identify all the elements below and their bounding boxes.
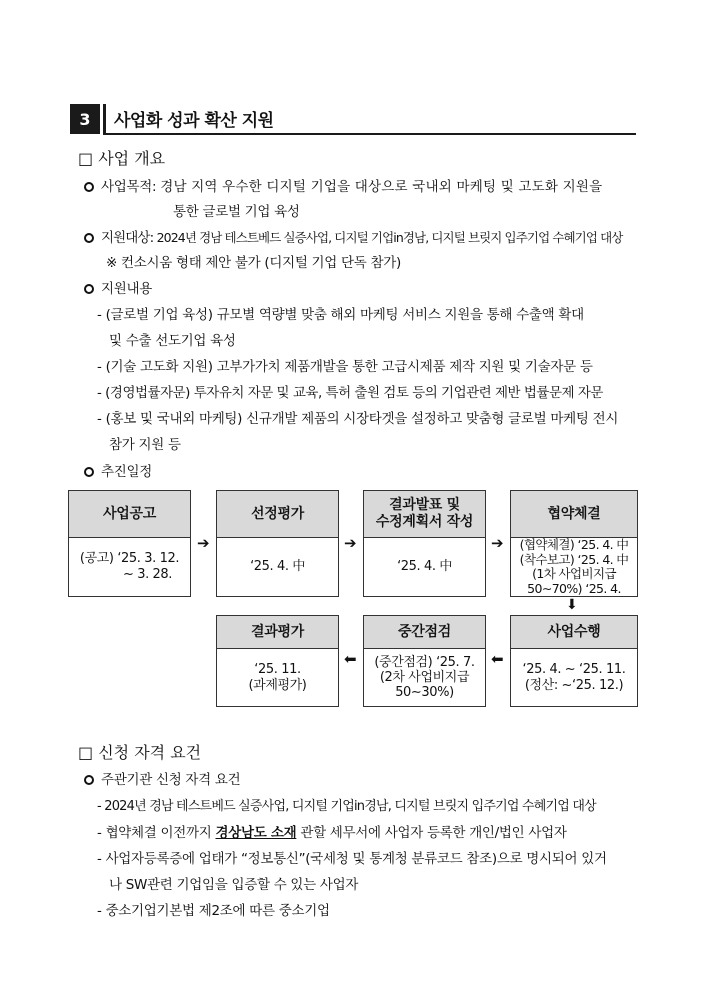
content-label: 지원내용	[101, 281, 152, 297]
flow-step-date: 50∼70%) ‘25. 4.	[527, 580, 621, 596]
flow-step-body	[511, 649, 637, 706]
content-item-4-cont: 참가 지원 등	[109, 437, 181, 453]
eligibility-item-3: - 사업자등록증에 업태가 “정보통신”(국세청 및 통계청 분류코드 참조)으로 명시되어 있거	[97, 851, 607, 867]
eligibility-item-2-pre: - 협약체결 이전까지	[97, 825, 216, 841]
flow-step-result-evaluation	[216, 615, 339, 707]
arrow-right-icon: ➔	[344, 534, 357, 552]
flow-step-body	[217, 538, 338, 596]
flow-step-result-announcement	[363, 490, 486, 597]
schedule-label: 추진일정	[101, 464, 152, 480]
hollow-circle-bullet-icon	[84, 182, 94, 192]
arrow-left-icon: ⬅	[344, 650, 357, 668]
flow-step-date: (협약체결) ‘25. 4. 中	[519, 537, 629, 552]
flow-step-title	[364, 491, 485, 538]
flow-step-title: 사업수행	[511, 616, 637, 649]
flow-step-body	[364, 538, 485, 596]
target-label: 지원대상:	[101, 230, 154, 246]
flow-step-date: (과제평가)	[248, 677, 307, 693]
content-label-line	[84, 277, 152, 297]
content-item-4: - (홍보 및 국내외 마케팅) 신규개발 제품의 시장타겟을 설정하고 맞춤형 글로벌 마케팅 전시	[97, 411, 619, 427]
content-item-3: - (경영법률자문) 투자유치 자문 및 교육, 특허 출원 검토 등의 기업관련 제반 법률문제 자문	[97, 385, 603, 401]
schedule-label-line	[84, 460, 152, 480]
section-title: 사업화 성과 확산 지원	[114, 111, 274, 131]
flow-step-announcement	[68, 490, 191, 597]
flow-step-date: ‘25. 4. 中	[397, 559, 452, 574]
arrow-down-icon: ⬇	[566, 597, 578, 613]
eligibility-item-2	[97, 821, 567, 841]
section-header-divider	[103, 104, 106, 134]
overview-heading: □ 사업 개요	[78, 149, 166, 168]
eligibility-sub-line	[84, 768, 240, 788]
flow-step-title: 협약체결	[511, 491, 637, 538]
purpose-text: 경남 지역 우수한 디지털 기업을 대상으로 국내외 마케팅 및 고도화 지원을	[160, 179, 603, 195]
arrow-right-icon: ➔	[197, 534, 210, 552]
flow-step-title-line: 수정계획서 작성	[375, 514, 474, 530]
hollow-circle-bullet-icon	[84, 233, 94, 243]
section-number: 3	[70, 104, 100, 134]
flow-step-date: (착수보고) ‘25. 4. 中	[519, 551, 629, 567]
section-title-underline	[103, 133, 636, 135]
content-item-1-cont: 및 수출 선도기업 육성	[109, 333, 236, 349]
eligibility-item-1: - 2024년 경남 테스트베드 실증사업, 디지털 기업in경남, 디지털 브릿지 입주기업 수혜기업 대상	[97, 799, 596, 814]
hollow-circle-bullet-icon	[84, 775, 94, 785]
content-item-2: - (기술 고도화 지원) 고부가가치 제품개발을 통한 고급시제품 제작 지원 및 기술자문 등	[97, 359, 593, 375]
arrow-left-icon: ⬅	[491, 650, 504, 668]
hollow-circle-bullet-icon	[84, 467, 94, 477]
flow-step-date: (공고) ‘25. 3. 12.	[79, 551, 180, 566]
flow-step-title: 결과평가	[217, 616, 338, 649]
target-text: 2024년 경남 테스트베드 실증사업, 디지털 기업in경남, 디지털 브릿지 입주기업 수혜기업 대상	[156, 230, 623, 245]
flow-step-title: 사업공고	[69, 491, 190, 538]
flow-step-body	[364, 649, 485, 706]
flow-step-title: 선정평가	[217, 491, 338, 538]
eligibility-item-3-cont: 나 SW관련 기업임을 입증할 수 있는 사업자	[109, 877, 359, 893]
flow-step-date: ‘25. 11.	[254, 661, 301, 677]
flow-step-interim-check	[363, 615, 486, 707]
flow-step-title: 중간점검	[364, 616, 485, 649]
flow-step-body	[511, 538, 637, 596]
flow-step-date: ~ 3. 28.	[122, 567, 173, 582]
flow-step-date: (2차 사업비지급	[379, 670, 470, 685]
eligibility-heading: □ 신청 자격 요건	[78, 743, 202, 762]
flow-step-date: (중간점검) ‘25. 7.	[374, 655, 475, 670]
purpose-line-1	[84, 175, 602, 195]
flow-step-title-line: 결과발표 및	[389, 497, 460, 513]
flow-step-date: ‘25. 4. 中	[250, 559, 305, 574]
purpose-line-2: 통한 글로벌 기업 육성	[173, 204, 300, 220]
purpose-label: 사업목적:	[101, 179, 157, 195]
flow-step-date: (정산: ~‘25. 12.)	[524, 677, 624, 693]
eligibility-sub-label: 주관기관 신청 자격 요건	[101, 772, 241, 788]
hollow-circle-bullet-icon	[84, 284, 94, 294]
eligibility-item-2-highlight: 경상남도 소재	[215, 825, 297, 841]
flow-step-selection-evaluation	[216, 490, 339, 597]
flow-step-agreement	[510, 490, 638, 597]
content-item-1: - (글로벌 기업 육성) 규모별 역량별 맞춤 해외 마케팅 서비스 지원을 통해 수출액 확대	[97, 307, 584, 323]
consortium-note: ※ 컨소시움 형태 제안 불가 (디지털 기업 단독 참가)	[106, 255, 401, 271]
eligibility-item-4: - 중소기업기본법 제2조에 따른 중소기업	[97, 903, 330, 919]
flow-step-body	[217, 649, 338, 706]
flow-step-date: 50∼30%)	[395, 685, 454, 700]
target-line	[84, 226, 622, 246]
flow-step-project-execution	[510, 615, 638, 707]
flow-step-body	[69, 538, 190, 596]
flow-step-date: (1차 사업비지급	[532, 566, 616, 581]
flow-step-date: ‘25. 4. ~ ‘25. 11.	[522, 661, 626, 677]
eligibility-item-2-post: 관할 세무서에 사업자 등록한 개인/법인 사업자	[296, 825, 567, 841]
arrow-right-icon: ➔	[491, 534, 504, 552]
